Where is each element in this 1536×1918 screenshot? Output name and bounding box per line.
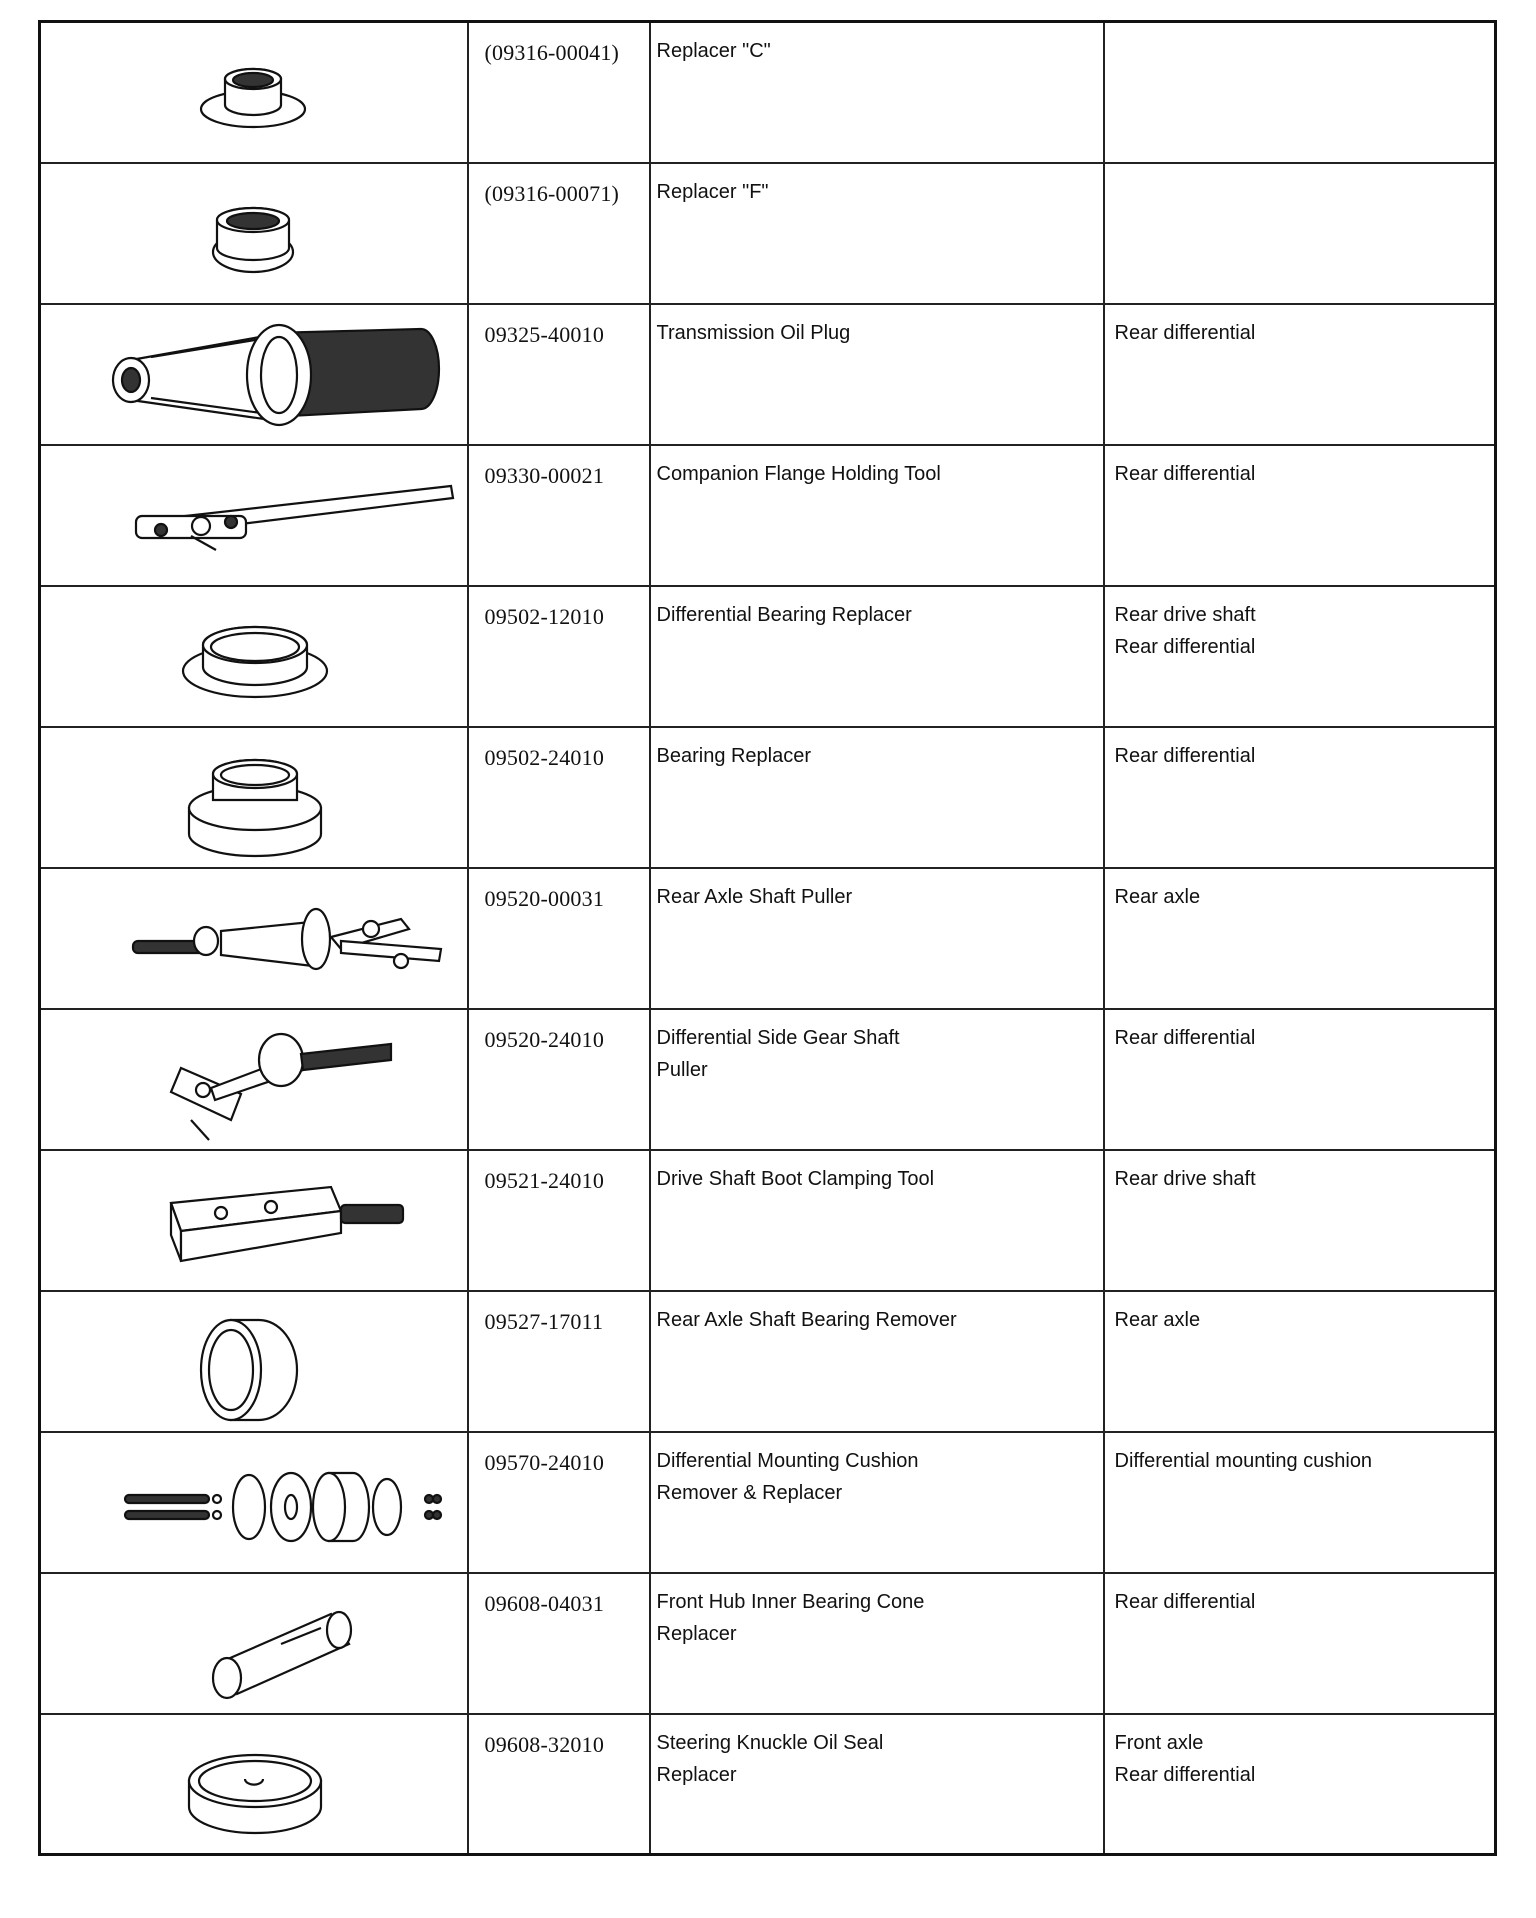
tool-use: Rear differential	[1114, 1026, 1256, 1049]
part-number: 09520-24010	[484, 1026, 605, 1052]
tool-use: Front axle Rear differential	[1114, 1731, 1256, 1786]
tool-name: Companion Flange Holding Tool	[656, 462, 941, 485]
tool-illustration-cell	[40, 445, 468, 586]
part-number: 09521-24010	[484, 1167, 605, 1193]
tool-name: Replacer "F"	[656, 180, 769, 203]
part-number: 09608-04031	[484, 1590, 605, 1616]
part-number: 09502-12010	[484, 603, 605, 629]
tool-illustration-cell	[40, 1150, 468, 1291]
part-number: 09502-24010	[484, 744, 605, 770]
table-row	[40, 1150, 1496, 1291]
tool-use: Rear drive shaft	[1114, 1167, 1256, 1190]
tool-use: Rear differential	[1114, 1590, 1256, 1613]
tool-name: Drive Shaft Boot Clamping Tool	[656, 1167, 935, 1190]
tool-name: Steering Knuckle Oil Seal Replacer	[656, 1731, 884, 1786]
tool-illustration-cell	[40, 1009, 468, 1150]
tool-use: Rear differential	[1114, 321, 1256, 344]
special-tools-table	[38, 20, 1497, 1856]
part-number: 09570-24010	[484, 1449, 605, 1475]
tool-name: Differential Bearing Replacer	[656, 603, 912, 626]
tool-use: Rear differential	[1114, 462, 1256, 485]
tool-illustration-cell	[40, 1291, 468, 1432]
table-row	[40, 1714, 1496, 1855]
tool-illustration-cell	[40, 1714, 468, 1855]
table-row	[40, 163, 1496, 304]
tool-name: Differential Side Gear Shaft Puller	[656, 1026, 900, 1081]
part-number: 09330-00021	[484, 462, 605, 488]
table-row	[40, 1009, 1496, 1150]
tool-name: Front Hub Inner Bearing Cone Replacer	[656, 1590, 925, 1645]
tool-use: Rear differential	[1114, 744, 1256, 767]
tool-illustration-cell	[40, 22, 468, 163]
tool-name: Rear Axle Shaft Bearing Remover	[656, 1308, 957, 1331]
part-number: (09316-00041)	[484, 40, 620, 65]
side-gear-shaft-puller-icon	[41, 1010, 469, 1151]
tool-illustration-cell	[40, 586, 468, 727]
bearing-replacer-icon	[41, 728, 469, 869]
cushion-remover-set-icon	[41, 1433, 469, 1574]
table-row	[40, 1432, 1496, 1573]
table-row	[40, 1573, 1496, 1714]
table-row	[40, 22, 1496, 163]
table-row	[40, 586, 1496, 727]
tool-use: Rear drive shaft Rear differential	[1114, 603, 1256, 658]
table-row	[40, 727, 1496, 868]
tool-use: Differential mounting cushion	[1114, 1449, 1373, 1472]
table-row	[40, 868, 1496, 1009]
replacer-c-icon	[41, 23, 469, 164]
tool-illustration-cell	[40, 163, 468, 304]
tool-name: Rear Axle Shaft Puller	[656, 885, 853, 908]
tool-name: Transmission Oil Plug	[656, 321, 851, 344]
tool-illustration-cell	[40, 868, 468, 1009]
table-row	[40, 1291, 1496, 1432]
tool-illustration-cell	[40, 304, 468, 445]
tool-name: Replacer "C"	[656, 40, 771, 62]
part-number: 09527-17011	[484, 1308, 604, 1334]
transmission-oil-plug-icon	[41, 305, 469, 446]
part-number: (09316-00071)	[484, 180, 620, 206]
bearing-cone-replacer-icon	[41, 1574, 469, 1715]
part-number: 09520-00031	[484, 885, 605, 911]
flange-holding-tool-icon	[41, 446, 469, 587]
tool-name: Bearing Replacer	[656, 744, 812, 767]
bearing-replacer-ring-icon	[41, 587, 469, 728]
tool-use	[1105, 23, 1495, 35]
tool-use: Rear axle	[1114, 885, 1201, 908]
tool-name: Differential Mounting Cushion Remover & Replacer	[656, 1449, 919, 1504]
tool-use	[1105, 164, 1495, 176]
replacer-f-icon	[41, 164, 469, 305]
tool-illustration-cell	[40, 1432, 468, 1573]
tool-illustration-cell	[40, 727, 468, 868]
tool-use: Rear axle	[1114, 1308, 1201, 1331]
boot-clamping-tool-icon	[41, 1151, 469, 1292]
table-row	[40, 445, 1496, 586]
part-number: 09325-40010	[484, 321, 605, 347]
oil-seal-replacer-icon	[41, 1715, 469, 1856]
tool-illustration-cell	[40, 1573, 468, 1714]
table-row	[40, 304, 1496, 445]
part-number: 09608-32010	[484, 1731, 605, 1757]
axle-shaft-puller-icon	[41, 869, 469, 1010]
bearing-remover-cup-icon	[41, 1292, 469, 1433]
